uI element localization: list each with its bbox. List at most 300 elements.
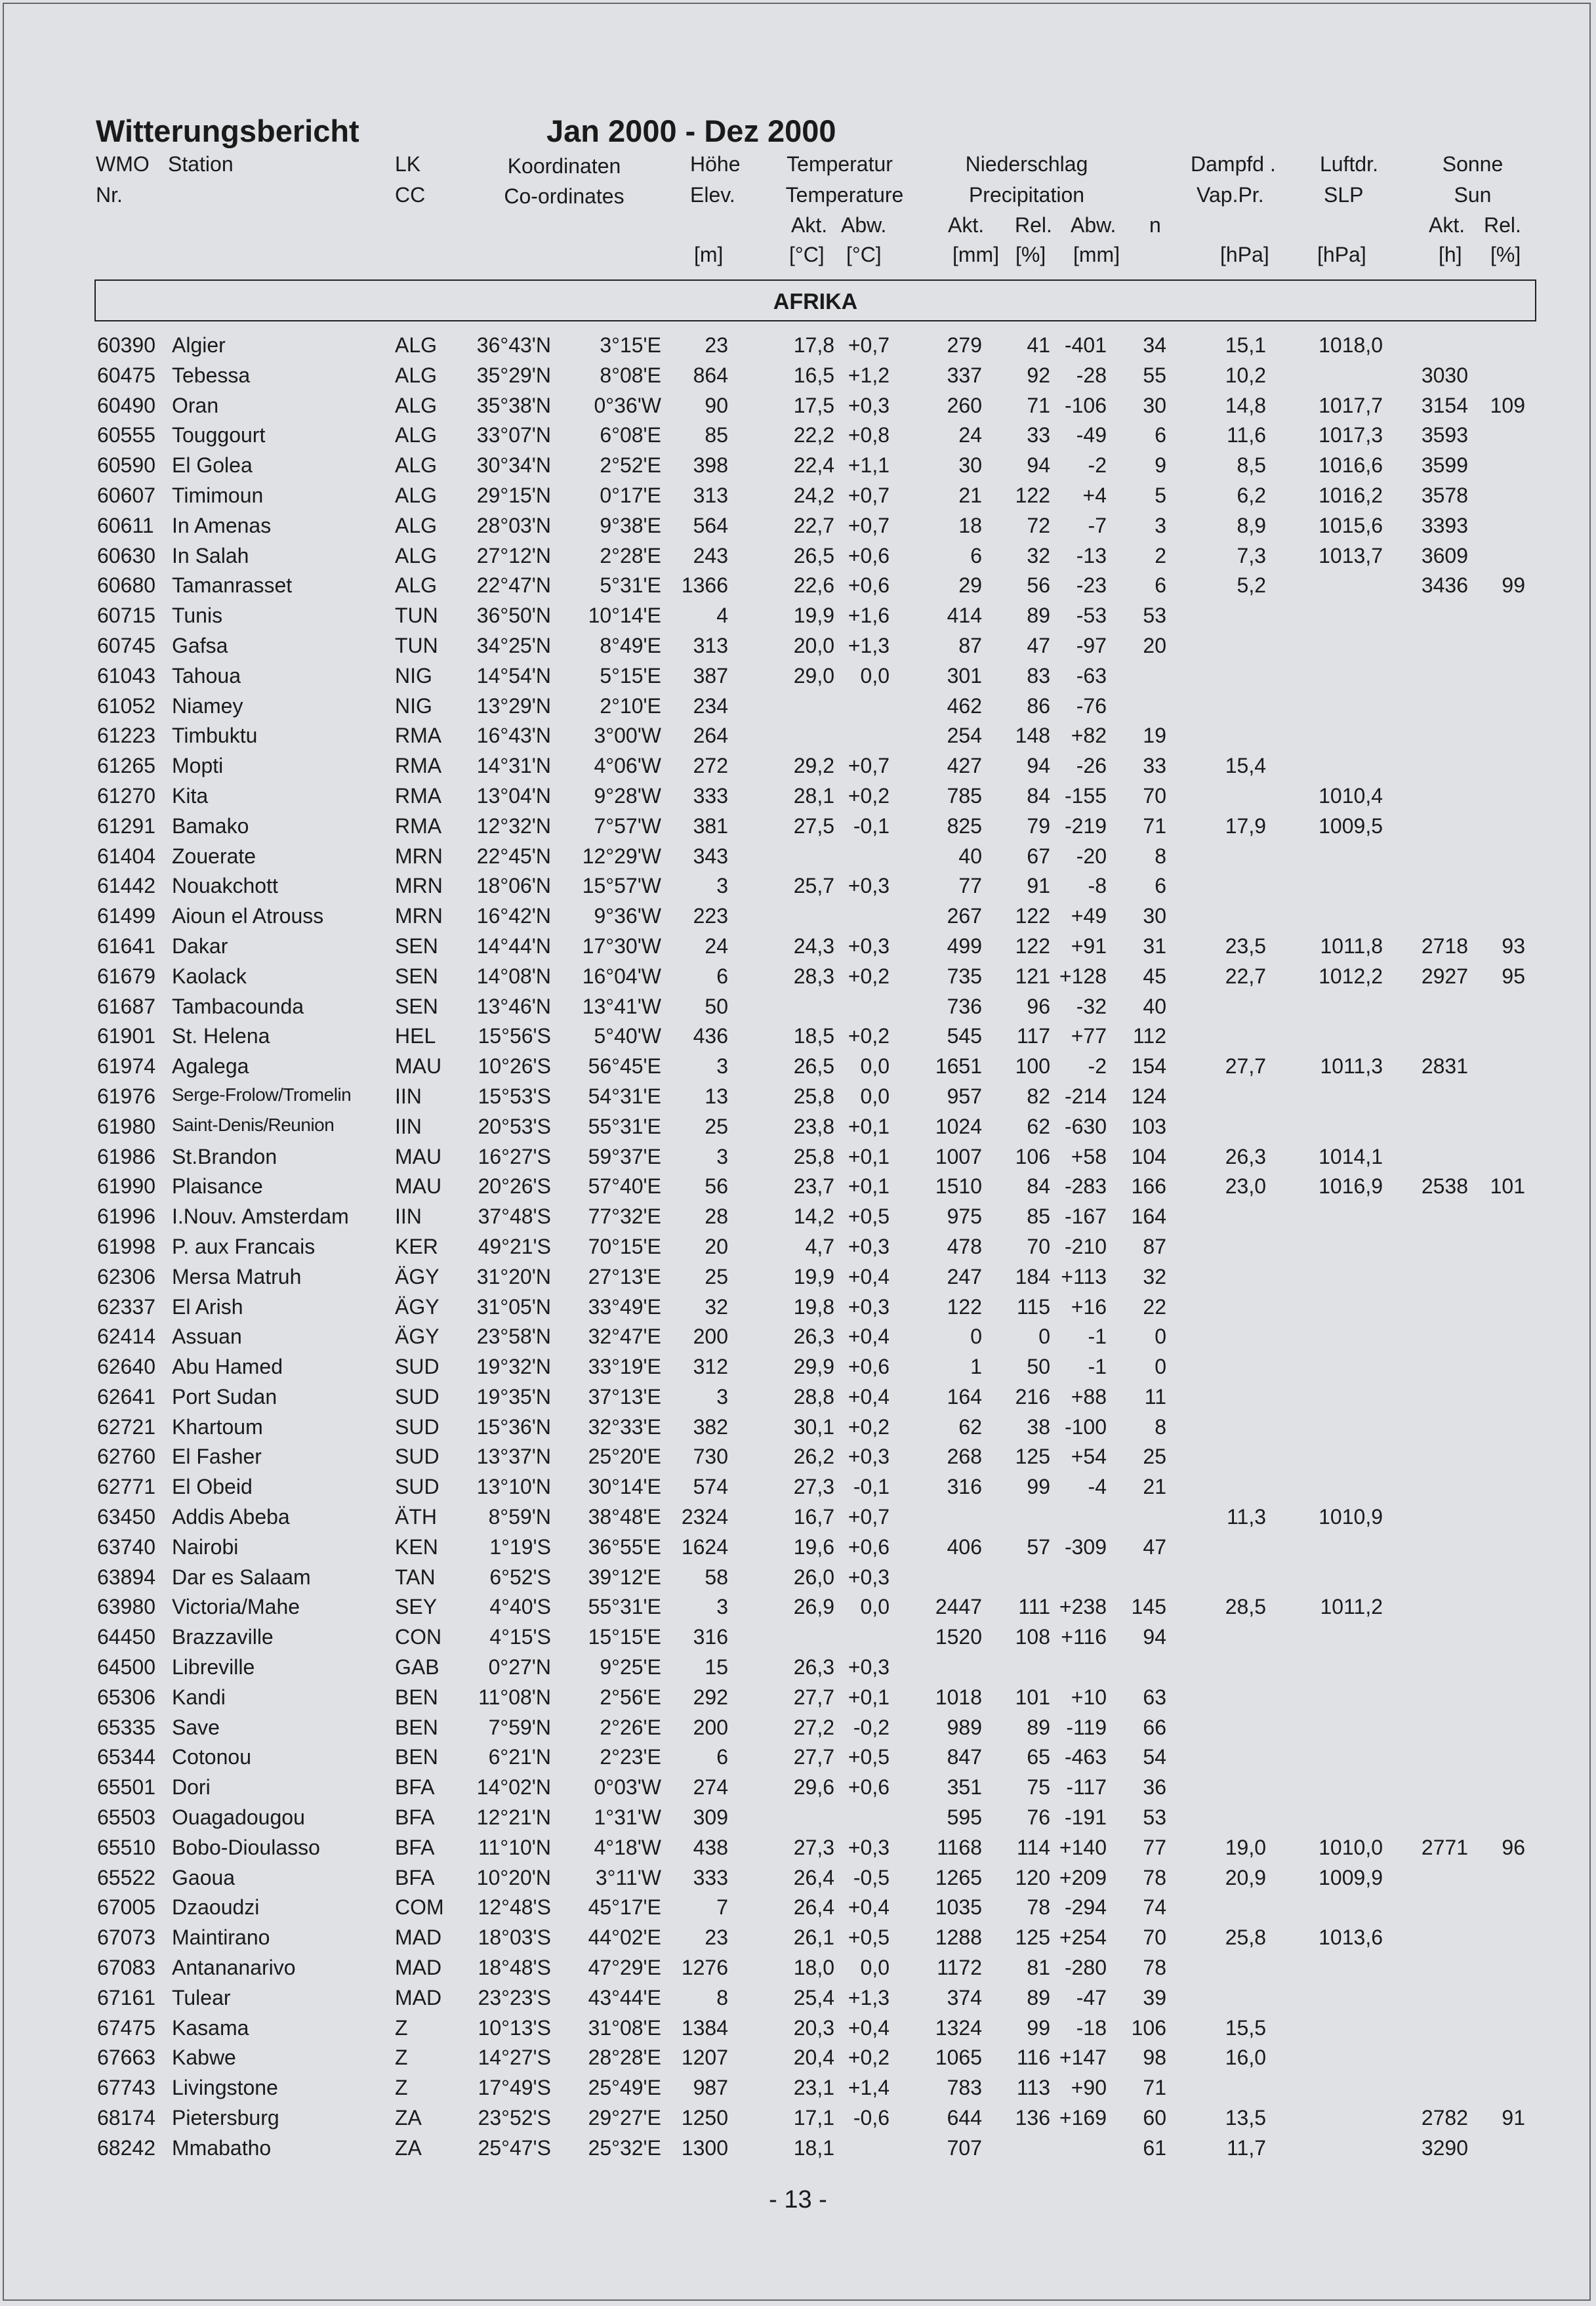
cell-lk: SEN	[395, 964, 438, 988]
cell-lat: 34°25'N	[476, 633, 551, 657]
cell-lat: 1°19'S	[489, 1534, 551, 1559]
cell-slp: 1016,6	[1319, 453, 1383, 478]
cell-t_akt: 26,4	[793, 1865, 834, 1889]
cell-nr: 65344	[97, 1745, 155, 1769]
cell-t_abw: +0,3	[848, 1234, 890, 1258]
cell-station: El Arish	[172, 1294, 243, 1319]
cell-station: Timimoun	[172, 483, 264, 507]
cell-p_rel: 99	[1027, 2015, 1050, 2040]
cell-nr: 60611	[97, 513, 154, 537]
cell-p_abw: -210	[1064, 1234, 1107, 1258]
cell-lk: ÄGY	[395, 1325, 440, 1349]
cell-lat: 13°37'N	[476, 1445, 551, 1469]
cell-lat: 16°27'S	[478, 1144, 551, 1168]
table-row	[0, 1592, 1596, 1622]
unit-temp-c: [°C]	[789, 243, 825, 266]
report-period: Jan 2000 - Dez 2000	[546, 113, 836, 148]
cell-lon: 38°48'E	[588, 1505, 661, 1529]
cell-lk: RMA	[395, 724, 442, 748]
cell-nr: 64450	[97, 1625, 155, 1649]
table-row	[0, 1292, 1596, 1323]
cell-lon: 39°12'E	[588, 1565, 661, 1589]
cell-slp: 1010,4	[1319, 783, 1383, 808]
cell-p_akt: 316	[947, 1475, 982, 1499]
cell-p_akt: 0	[970, 1325, 982, 1349]
cell-t_abw: -0,2	[853, 1715, 890, 1739]
table-row	[0, 391, 1596, 421]
data-table	[0, 331, 1596, 2164]
cell-lon: 37°13'E	[588, 1384, 661, 1409]
cell-t_akt: 28,8	[793, 1384, 834, 1409]
table-row	[0, 2043, 1596, 2073]
cell-p_rel: 32	[1027, 543, 1050, 567]
cell-lk: SEN	[395, 994, 438, 1018]
col-n: n	[1149, 213, 1161, 237]
cell-elev: 2324	[681, 1505, 728, 1529]
cell-sun_akt: 3599	[1421, 453, 1468, 478]
cell-t_akt: 27,3	[793, 1475, 834, 1499]
cell-p_akt: 29	[958, 573, 982, 598]
cell-lon: 77°32'E	[588, 1204, 661, 1229]
cell-t_abw: +0,7	[848, 513, 890, 537]
cell-slp: 1011,2	[1320, 1595, 1383, 1619]
cell-p_abw: -26	[1076, 754, 1107, 778]
cell-lon: 2°56'E	[600, 1685, 661, 1709]
cell-p_akt: 478	[947, 1234, 982, 1258]
cell-station: Touggourt	[172, 423, 266, 447]
cell-t_akt: 26,1	[793, 1925, 834, 1950]
cell-lk: MAD	[395, 1956, 442, 1980]
cell-p_rel: 62	[1027, 1114, 1050, 1138]
cell-nr: 61499	[97, 904, 155, 928]
cell-lon: 2°23'E	[600, 1745, 661, 1769]
cell-p_abw: -155	[1064, 783, 1107, 808]
cell-station: Tebessa	[172, 363, 251, 387]
cell-lk: SUD	[395, 1445, 440, 1469]
cell-sun_akt: 3578	[1421, 483, 1468, 507]
cell-slp: 1016,2	[1319, 483, 1383, 507]
unit-temp-dev-c: [°C]	[846, 243, 882, 266]
cell-station: Antananarivo	[172, 1956, 296, 1980]
cell-t_akt: 27,5	[793, 813, 834, 838]
cell-p_abw: -283	[1064, 1174, 1107, 1199]
cell-nr: 67073	[97, 1925, 155, 1950]
cell-elev: 292	[693, 1685, 728, 1709]
table-row	[0, 661, 1596, 691]
unit-prec-mm: [mm]	[952, 243, 1000, 266]
cell-elev: 13	[705, 1084, 728, 1108]
cell-t_akt: 22,7	[793, 513, 834, 537]
cell-elev: 864	[693, 363, 728, 387]
cell-elev: 25	[705, 1114, 728, 1138]
cell-sun_akt: 3436	[1421, 573, 1468, 598]
cell-n: 53	[1143, 1805, 1166, 1830]
cell-nr: 60475	[97, 363, 155, 387]
cell-elev: 4	[716, 604, 728, 628]
cell-p_abw: -13	[1076, 543, 1107, 567]
cell-n: 20	[1143, 633, 1166, 657]
cell-lk: ALG	[395, 513, 438, 537]
col-luftdruck: Luftdr.	[1320, 152, 1378, 176]
cell-p_akt: 87	[958, 633, 982, 657]
cell-lk: IIN	[395, 1114, 422, 1138]
cell-lon: 70°15'E	[588, 1234, 661, 1258]
table-row	[0, 962, 1596, 992]
cell-nr: 60680	[97, 573, 155, 598]
cell-p_akt: 707	[947, 2135, 982, 2160]
cell-lk: SUD	[395, 1414, 440, 1439]
cell-station: Timbuktu	[172, 724, 258, 748]
cell-elev: 6	[716, 964, 728, 988]
table-row	[0, 571, 1596, 601]
cell-lk: ÄGY	[395, 1264, 440, 1288]
cell-lon: 2°28'E	[600, 543, 661, 567]
cell-sun_akt: 2538	[1421, 1174, 1468, 1199]
cell-nr: 61404	[97, 844, 155, 868]
cell-lk: BFA	[395, 1775, 435, 1800]
cell-lat: 20°53'S	[478, 1114, 551, 1138]
table-row	[0, 1142, 1596, 1172]
cell-p_abw: +54	[1071, 1445, 1107, 1469]
cell-vap: 13,5	[1225, 2106, 1266, 2130]
cell-lat: 12°48'S	[478, 1895, 551, 1920]
cell-lon: 15°15'E	[588, 1625, 661, 1649]
cell-p_abw: +140	[1059, 1835, 1107, 1859]
cell-lat: 37°48'S	[478, 1204, 551, 1229]
cell-p_rel: 122	[1015, 934, 1050, 958]
cell-elev: 3	[716, 874, 728, 898]
cell-t_abw: +0,3	[848, 1565, 890, 1589]
cell-station: Mopti	[172, 754, 224, 778]
cell-p_abw: -32	[1076, 994, 1107, 1018]
cell-lat: 17°49'S	[478, 2076, 551, 2100]
cell-t_akt: 30,1	[793, 1414, 834, 1439]
cell-p_akt: 825	[947, 813, 982, 838]
table-row	[0, 1052, 1596, 1082]
cell-lk: BFA	[395, 1835, 435, 1859]
cell-lon: 36°55'E	[588, 1534, 661, 1559]
cell-elev: 313	[693, 633, 728, 657]
cell-t_akt: 25,8	[793, 1084, 834, 1108]
cell-sun_rel: 99	[1502, 573, 1525, 598]
table-row	[0, 1563, 1596, 1593]
cell-t_akt: 24,3	[793, 934, 834, 958]
cell-slp: 1018,0	[1319, 333, 1383, 357]
cell-t_abw: 0,0	[860, 1956, 890, 1980]
cell-lon: 3°15'E	[600, 333, 661, 357]
cell-t_akt: 26,9	[793, 1595, 834, 1619]
cell-lat: 36°50'N	[476, 604, 551, 628]
cell-t_abw: +0,7	[848, 1505, 890, 1529]
cell-station: Maintirano	[172, 1925, 270, 1950]
cell-p_abw: -49	[1076, 423, 1107, 447]
cell-station: Assuan	[172, 1325, 242, 1349]
cell-lk: RMA	[395, 813, 442, 838]
cell-lk: SEN	[395, 934, 438, 958]
cell-lk: ALG	[395, 423, 438, 447]
cell-lk: TUN	[395, 633, 438, 657]
cell-station: Zouerate	[172, 844, 256, 868]
cell-elev: 243	[693, 543, 728, 567]
cell-lon: 45°17'E	[588, 1895, 661, 1920]
cell-p_abw: -28	[1076, 363, 1107, 387]
cell-nr: 61641	[97, 934, 155, 958]
unit-sun-h: [h]	[1439, 243, 1462, 266]
cell-n: 3	[1155, 513, 1166, 537]
cell-nr: 60630	[97, 543, 155, 567]
cell-n: 6	[1155, 573, 1166, 598]
cell-t_akt: 29,9	[793, 1355, 834, 1379]
cell-p_abw: +128	[1059, 964, 1107, 988]
table-row	[0, 871, 1596, 901]
cell-t_akt: 22,2	[793, 423, 834, 447]
cell-n: 70	[1143, 1925, 1166, 1950]
cell-nr: 61223	[97, 724, 155, 748]
table-row	[0, 2013, 1596, 2044]
cell-elev: 272	[693, 754, 728, 778]
cell-lon: 54°31'E	[588, 1084, 661, 1108]
cell-p_rel: 106	[1015, 1144, 1050, 1168]
cell-n: 104	[1131, 1144, 1166, 1168]
col-sun-rel: Rel.	[1484, 213, 1521, 237]
cell-p_rel: 94	[1027, 453, 1050, 478]
cell-t_akt: 14,2	[793, 1204, 834, 1229]
cell-p_akt: 62	[958, 1414, 982, 1439]
cell-t_abw: +0,3	[848, 1835, 890, 1859]
cell-p_rel: 121	[1015, 964, 1050, 988]
cell-lk: ZA	[395, 2106, 422, 2130]
cell-station: Serge-Frolow/Tromelin	[172, 1084, 352, 1105]
cell-lk: KER	[395, 1234, 438, 1258]
cell-elev: 32	[705, 1294, 728, 1319]
cell-nr: 61687	[97, 994, 155, 1018]
table-row	[0, 781, 1596, 812]
cell-p_rel: 113	[1016, 2076, 1050, 2100]
cell-p_abw: -18	[1076, 2015, 1107, 2040]
cell-t_abw: +1,6	[848, 604, 890, 628]
cell-t_akt: 17,1	[793, 2106, 834, 2130]
cell-elev: 343	[693, 844, 728, 868]
unit-vap-hpa: [hPa]	[1220, 243, 1269, 266]
cell-lat: 18°48'S	[478, 1956, 551, 1980]
table-row	[0, 1262, 1596, 1292]
cell-p_rel: 108	[1015, 1625, 1050, 1649]
cell-lk: SEY	[395, 1595, 438, 1619]
cell-lk: MRN	[395, 904, 443, 928]
cell-t_akt: 26,2	[793, 1445, 834, 1469]
cell-t_abw: +1,3	[848, 633, 890, 657]
cell-station: El Golea	[172, 453, 253, 478]
cell-lk: ALG	[395, 453, 438, 478]
cell-nr: 63740	[97, 1534, 155, 1559]
cell-nr: 63980	[97, 1595, 155, 1619]
cell-lat: 4°40'S	[489, 1595, 551, 1619]
cell-slp: 1017,3	[1319, 423, 1383, 447]
table-row	[0, 932, 1596, 962]
cell-station: Tunis	[172, 604, 223, 628]
cell-lat: 23°58'N	[476, 1325, 551, 1349]
cell-station: P. aux Francais	[172, 1234, 316, 1258]
unit-sun-pct: [%]	[1490, 243, 1521, 266]
cell-p_akt: 374	[947, 1985, 982, 2009]
cell-lat: 14°31'N	[476, 754, 551, 778]
cell-lon: 30°14'E	[588, 1475, 661, 1499]
cell-p_akt: 164	[947, 1384, 982, 1409]
table-row	[0, 992, 1596, 1022]
cell-p_akt: 736	[947, 994, 982, 1018]
cell-nr: 61980	[97, 1114, 155, 1138]
cell-nr: 61901	[97, 1024, 155, 1048]
cell-p_rel: 84	[1027, 1174, 1050, 1199]
cell-t_abw: +0,7	[848, 754, 890, 778]
cell-vap: 19,0	[1225, 1835, 1266, 1859]
cell-nr: 67083	[97, 1956, 155, 1980]
cell-p_rel: 67	[1027, 844, 1050, 868]
cell-sun_akt: 3030	[1421, 363, 1468, 387]
cell-p_akt: 301	[947, 663, 982, 688]
col-coordinates: Co-ordinates	[504, 184, 624, 208]
cell-lon: 47°29'E	[588, 1956, 661, 1980]
cell-p_rel: 72	[1027, 513, 1050, 537]
cell-p_abw: -309	[1064, 1534, 1107, 1559]
cell-nr: 62414	[97, 1325, 155, 1349]
cell-nr: 61052	[97, 693, 155, 718]
cell-elev: 316	[693, 1625, 728, 1649]
cell-station: Tahoua	[172, 663, 241, 688]
cell-lon: 25°32'E	[588, 2135, 661, 2160]
cell-p_abw: -117	[1066, 1775, 1107, 1800]
cell-sun_akt: 3290	[1421, 2135, 1468, 2160]
cell-t_abw: +0,1	[848, 1114, 890, 1138]
cell-vap: 25,8	[1225, 1925, 1266, 1950]
cell-lat: 33°07'N	[476, 423, 551, 447]
cell-t_akt: 23,7	[793, 1174, 834, 1199]
cell-lon: 4°18'W	[594, 1835, 661, 1859]
cell-t_akt: 19,8	[793, 1294, 834, 1319]
cell-station: Kandi	[172, 1685, 226, 1709]
cell-station: Kita	[172, 783, 209, 808]
cell-p_abw: -2	[1088, 453, 1107, 478]
cell-sun_akt: 3393	[1421, 513, 1468, 537]
cell-elev: 987	[693, 2076, 728, 2100]
cell-p_akt: 122	[947, 1294, 982, 1319]
cell-t_abw: +0,3	[848, 1294, 890, 1319]
cell-elev: 438	[693, 1835, 728, 1859]
cell-p_akt: 414	[947, 604, 982, 628]
col-hoehe: Höhe	[690, 152, 741, 176]
cell-p_akt: 18	[958, 513, 982, 537]
cell-station: Dori	[172, 1775, 211, 1800]
cell-p_abw: +113	[1061, 1264, 1107, 1288]
cell-lk: BFA	[395, 1865, 435, 1889]
cell-nr: 65501	[97, 1775, 155, 1800]
cell-slp: 1016,9	[1319, 1174, 1383, 1199]
cell-t_abw: +0,4	[848, 1264, 890, 1288]
cell-p_rel: 216	[1015, 1384, 1050, 1409]
col-prec-akt: Akt.	[948, 213, 985, 237]
cell-lat: 19°35'N	[476, 1384, 551, 1409]
table-row	[0, 331, 1596, 361]
table-row	[0, 1863, 1596, 1893]
cell-n: 40	[1143, 994, 1166, 1018]
cell-elev: 15	[705, 1655, 728, 1679]
cell-n: 19	[1143, 724, 1166, 748]
cell-station: Aioun el Atrouss	[172, 904, 324, 928]
unit-prec-pct: [%]	[1015, 243, 1046, 266]
cell-sun_akt: 2771	[1421, 1835, 1468, 1859]
cell-lat: 19°32'N	[476, 1355, 551, 1379]
cell-p_rel: 125	[1015, 1445, 1050, 1469]
cell-station: Tambacounda	[172, 994, 304, 1018]
cell-station: Victoria/Mahe	[172, 1595, 300, 1619]
cell-t_abw: -0,1	[853, 1475, 890, 1499]
cell-nr: 61265	[97, 754, 155, 778]
table-row	[0, 1622, 1596, 1653]
cell-slp: 1010,9	[1319, 1505, 1383, 1529]
cell-p_abw: -76	[1076, 693, 1107, 718]
table-row	[0, 1472, 1596, 1502]
cell-n: 0	[1155, 1355, 1166, 1379]
col-sun-akt: Akt.	[1429, 213, 1465, 237]
cell-lat: 14°54'N	[476, 663, 551, 688]
cell-lat: 11°10'N	[478, 1835, 551, 1859]
cell-t_abw: +0,7	[848, 333, 890, 357]
cell-lon: 59°37'E	[588, 1144, 661, 1168]
cell-n: 30	[1143, 393, 1166, 417]
table-row	[0, 812, 1596, 842]
table-row	[0, 721, 1596, 751]
cell-sun_rel: 95	[1502, 964, 1525, 988]
cell-t_akt: 26,4	[793, 1895, 834, 1920]
cell-lat: 16°43'N	[476, 724, 551, 748]
cell-elev: 1207	[681, 2046, 728, 2070]
cell-lon: 3°11'W	[595, 1865, 661, 1889]
cell-vap: 23,5	[1225, 934, 1266, 958]
cell-p_abw: +116	[1061, 1625, 1107, 1649]
cell-lon: 5°15'E	[600, 663, 661, 688]
cell-vap: 17,9	[1225, 813, 1266, 838]
cell-nr: 62771	[97, 1475, 155, 1499]
cell-n: 154	[1131, 1054, 1166, 1079]
cell-p_rel: 89	[1027, 604, 1050, 628]
cell-vap: 10,2	[1225, 363, 1266, 387]
cell-lat: 8°59'N	[488, 1505, 551, 1529]
cell-p_akt: 595	[947, 1805, 982, 1830]
cell-elev: 1250	[681, 2106, 728, 2130]
cell-p_rel: 114	[1016, 1835, 1050, 1859]
cell-slp: 1015,6	[1319, 513, 1383, 537]
cell-p_akt: 1168	[937, 1835, 982, 1859]
cell-p_akt: 406	[947, 1534, 982, 1559]
cell-lat: 0°27'N	[488, 1655, 551, 1679]
cell-lk: ALG	[395, 573, 438, 598]
cell-p_rel: 79	[1027, 813, 1050, 838]
table-row	[0, 1533, 1596, 1563]
cell-slp: 1017,7	[1319, 393, 1383, 417]
col-temperatur: Temperatur	[787, 152, 893, 176]
cell-p_akt: 545	[947, 1024, 982, 1048]
cell-p_rel: 99	[1027, 1475, 1050, 1499]
table-row	[0, 691, 1596, 722]
cell-lat: 36°43'N	[476, 333, 551, 357]
cell-t_abw: -0,5	[853, 1865, 890, 1889]
table-row	[0, 1382, 1596, 1412]
cell-elev: 23	[705, 1925, 728, 1950]
table-row	[0, 1803, 1596, 1833]
cell-p_abw: -191	[1064, 1805, 1107, 1830]
cell-elev: 436	[693, 1024, 728, 1048]
cell-t_akt: 22,4	[793, 453, 834, 478]
